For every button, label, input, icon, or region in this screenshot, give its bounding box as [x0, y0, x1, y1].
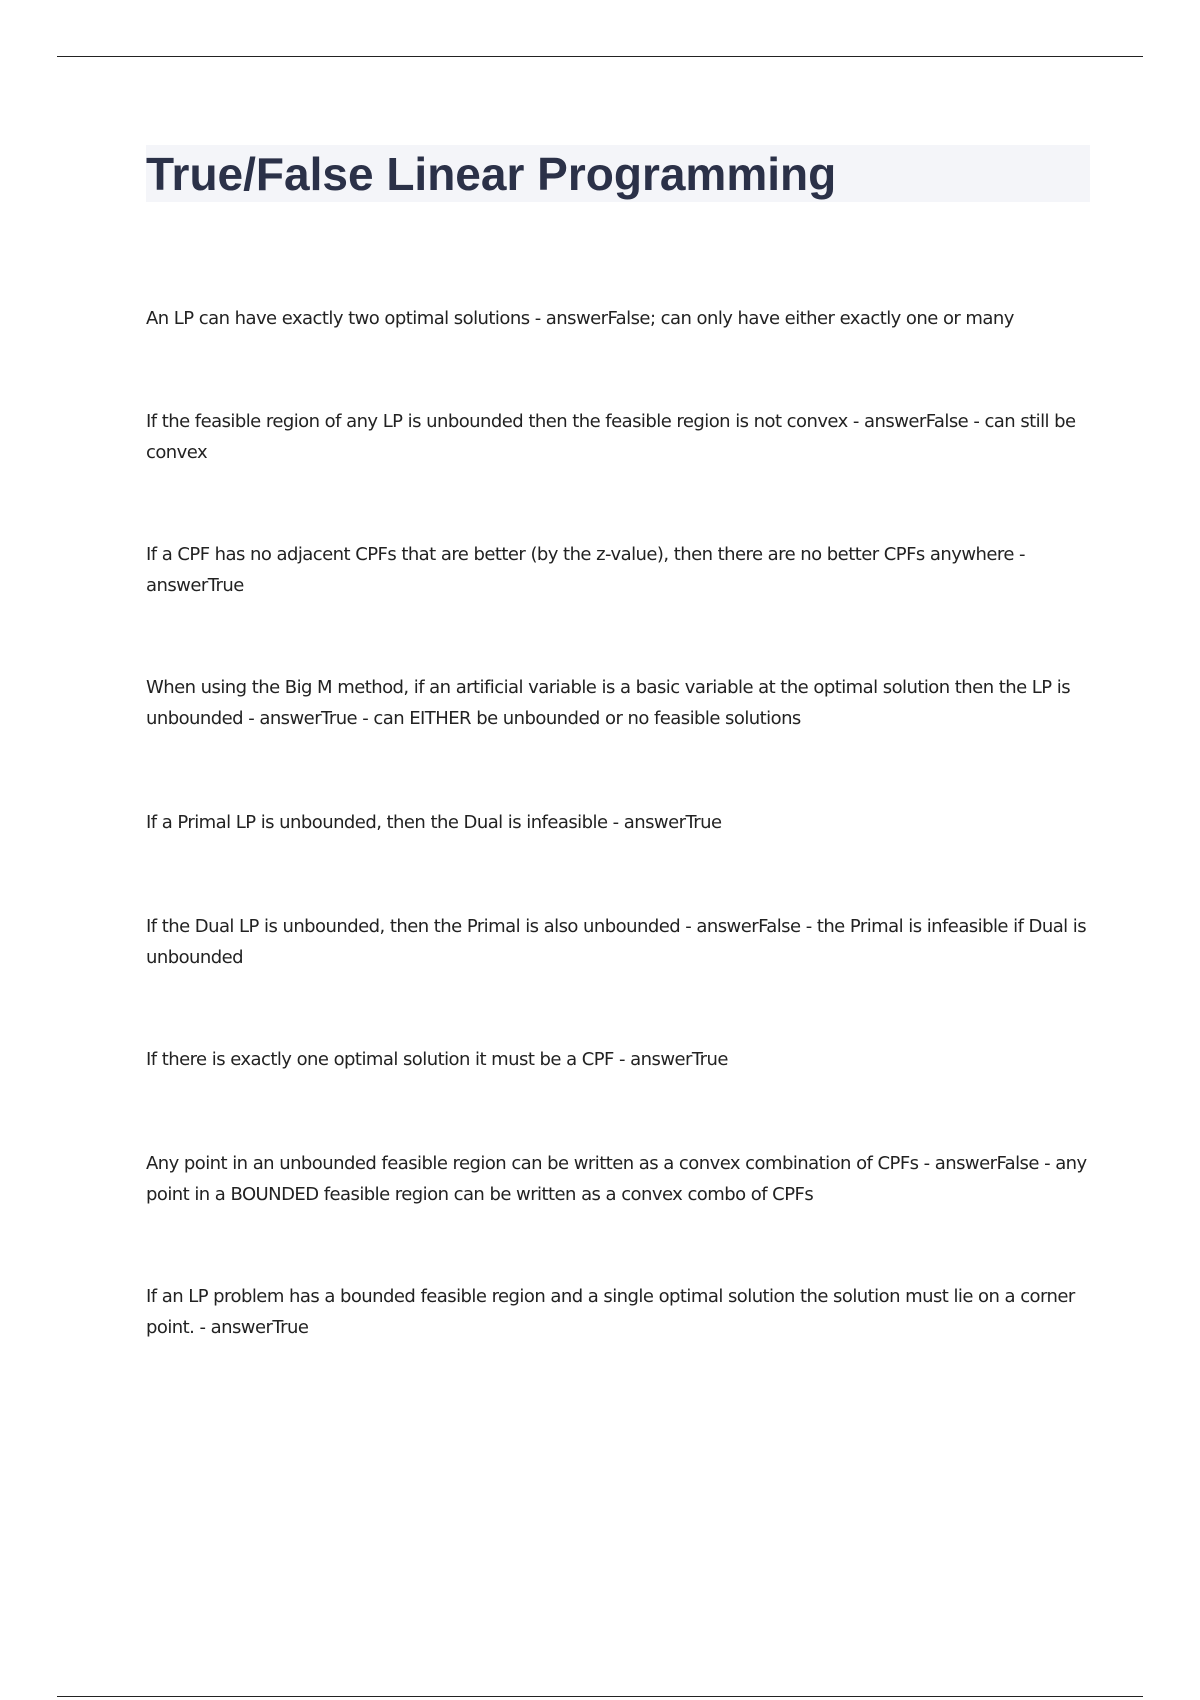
- page-title: True/False Linear Programming: [146, 148, 837, 200]
- question-item-1: An LP can have exactly two optimal solutions - answerFalse; can only have either exactly one or many: [146, 308, 1014, 329]
- question-item-8: Any point in an unbounded feasible region can be written as a convex combination of CPFs - answerFalse - any point in a BOUNDED feasible region can be written as a convex combo of CPFs: [146, 1153, 1087, 1205]
- question-item-6: If the Dual LP is unbounded, then the Primal is also unbounded - answerFalse - the Primal is infeasible if Dual is unbounded: [146, 916, 1087, 968]
- question-item-2: If the feasible region of any LP is unbounded then the feasible region is not convex - answerFalse - can still be convex: [146, 411, 1076, 463]
- top-divider: [57, 56, 1143, 57]
- question-item-5: If a Primal LP is unbounded, then the Dual is infeasible - answerTrue: [146, 812, 722, 833]
- question-item-9: If an LP problem has a bounded feasible region and a single optimal solution the solution must lie on a corner point. - answerTrue: [146, 1286, 1075, 1338]
- question-item-3: If a CPF has no adjacent CPFs that are better (by the z-value), then there are no better CPFs anywhere - answerTrue: [146, 544, 1025, 596]
- bottom-divider: [57, 1696, 1143, 1697]
- question-item-4: When using the Big M method, if an artificial variable is a basic variable at the optimal solution then the LP is unbounded - answerTrue - can EITHER be unbounded or no feasible solutions: [146, 677, 1071, 729]
- question-item-7: If there is exactly one optimal solution it must be a CPF - answerTrue: [146, 1049, 728, 1070]
